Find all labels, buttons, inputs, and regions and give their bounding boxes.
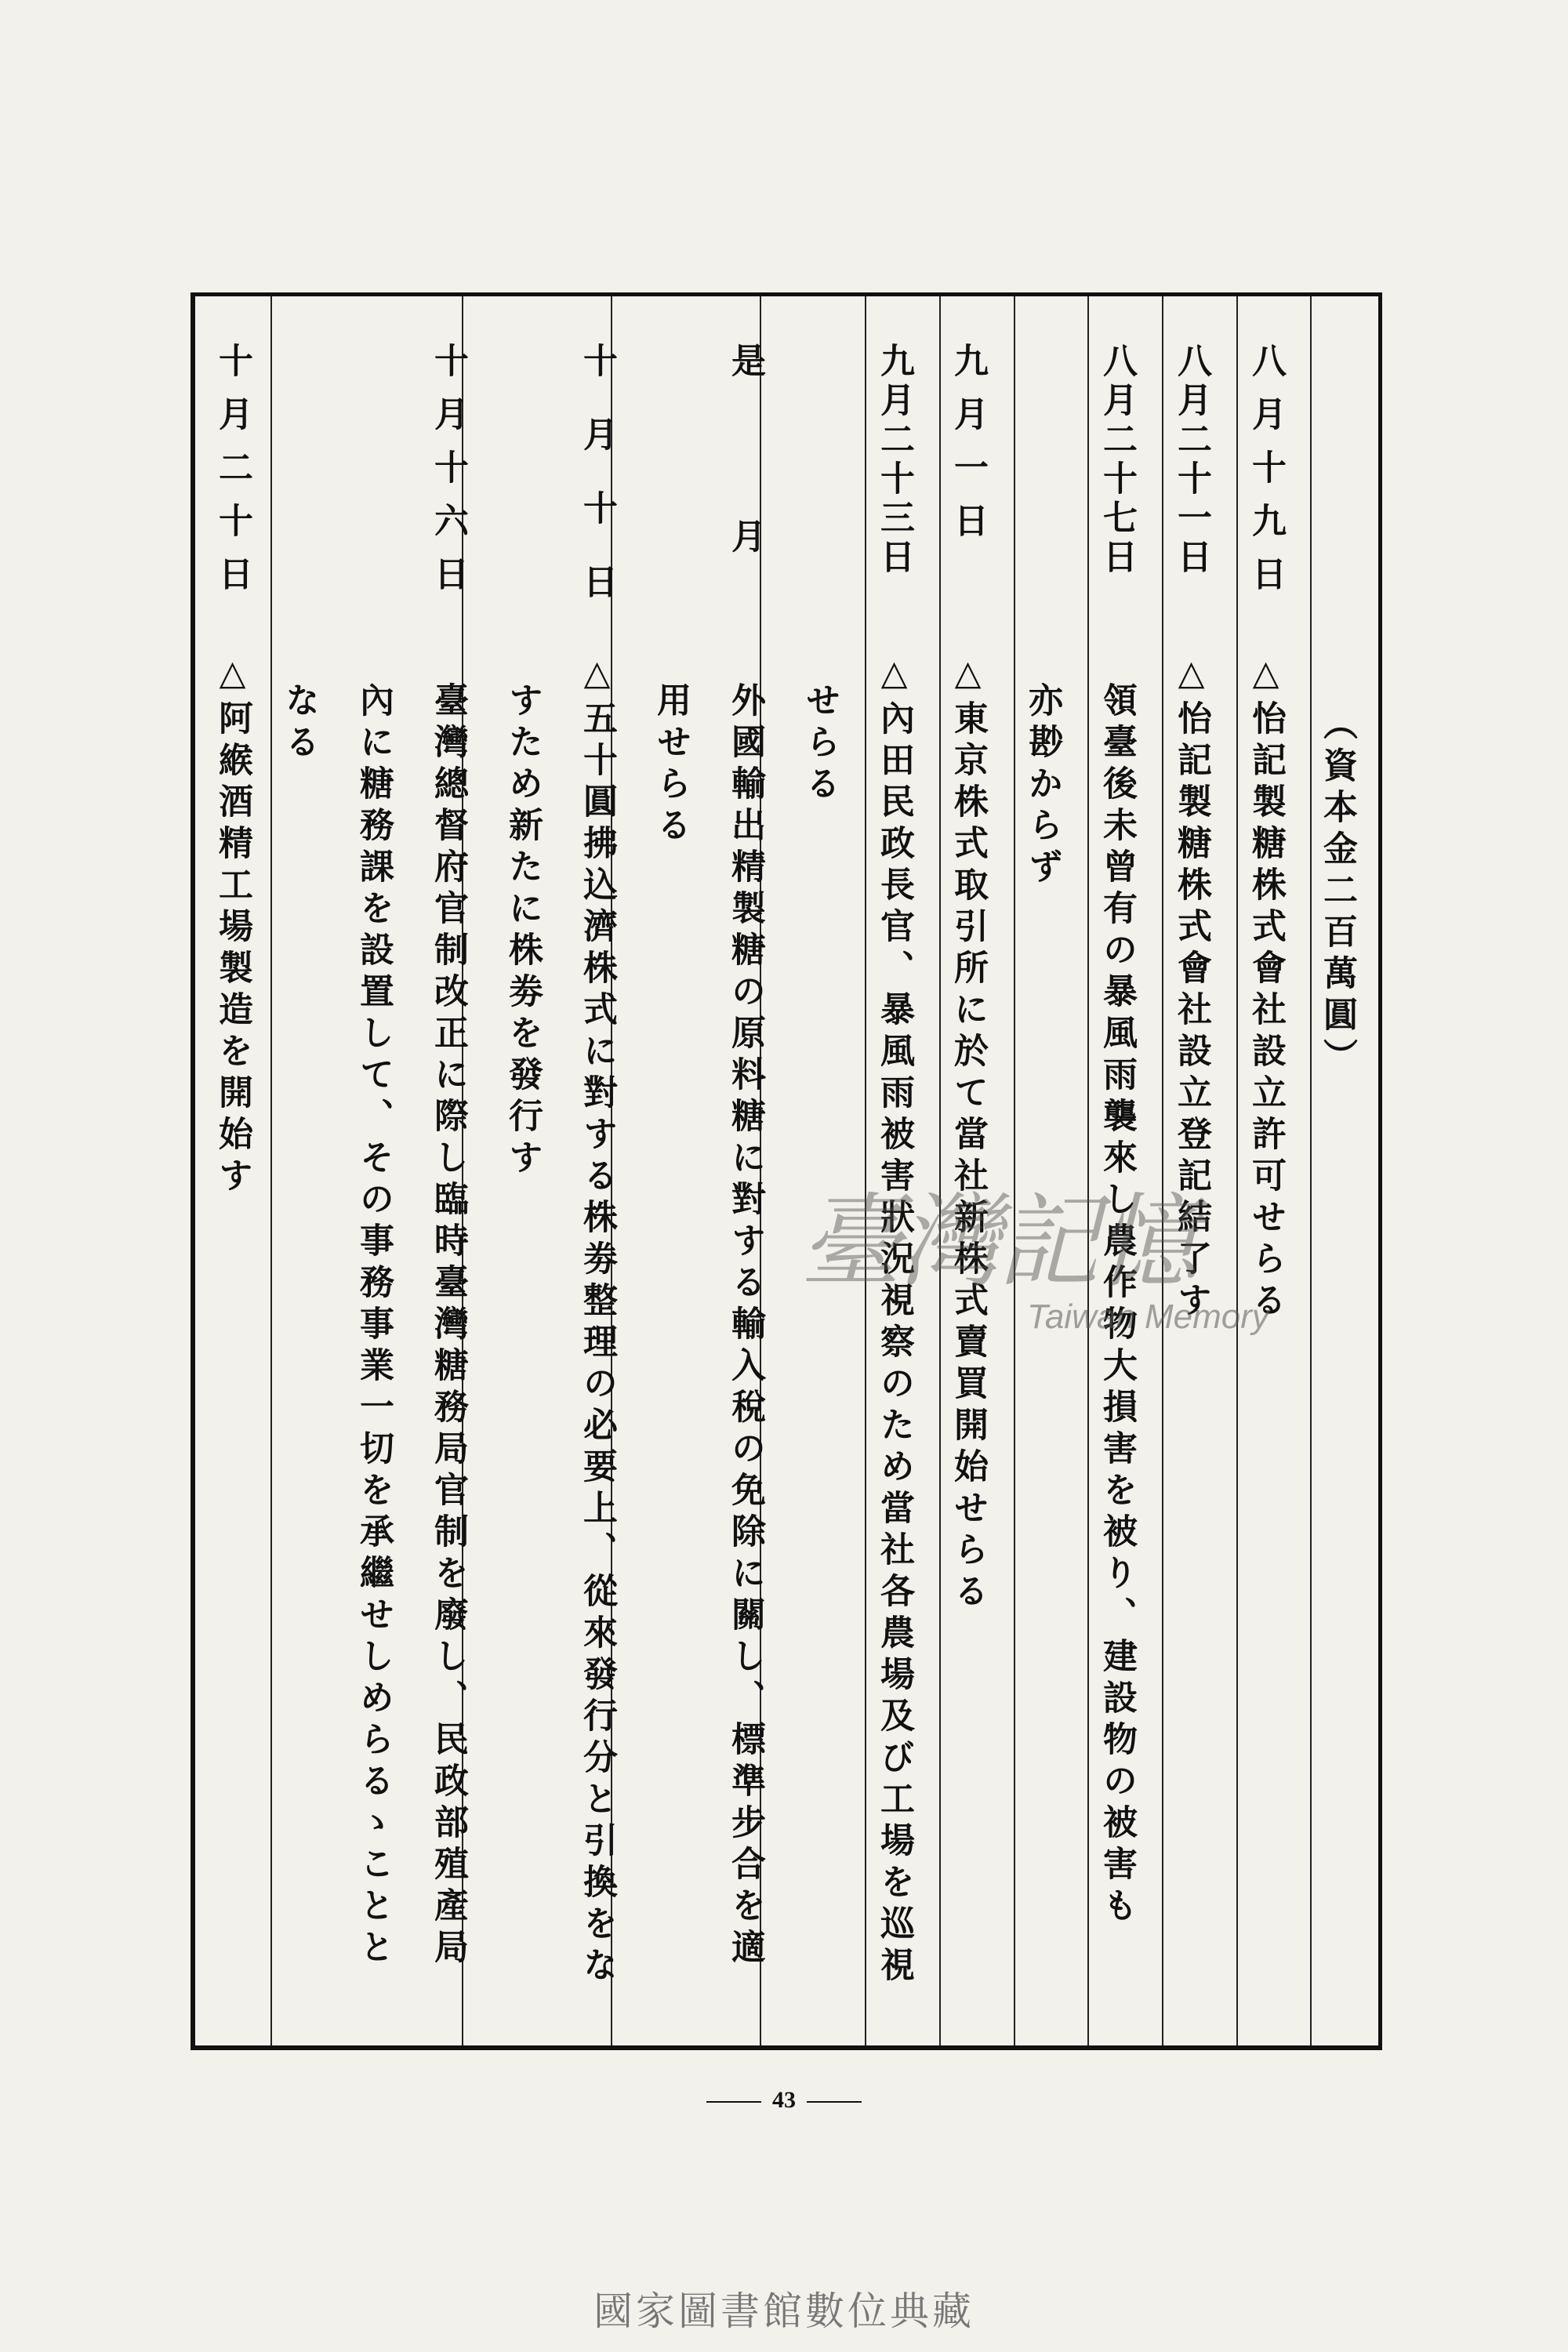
entry-text: △五十圓拂込濟株式に對する株劵整理の必要上、從來發行分と引換をな — [577, 653, 617, 1988]
column-rule — [1087, 296, 1089, 2045]
entry-text: 亦尠からず — [1022, 682, 1062, 890]
entry-date: 八月二十七日 — [1097, 343, 1137, 578]
entry-text: せらる — [800, 682, 840, 807]
entry-date: 十月二十日 — [212, 343, 252, 609]
entry-text: △怡記製糖株式會社設立許可せらる — [1246, 653, 1286, 1323]
column-rule — [1014, 296, 1015, 2045]
column-rule — [1162, 296, 1163, 2045]
entry-text: △東京株式取引所に於て當社新株式賣買開始せらる — [948, 653, 988, 1614]
entry-date: 八月二十一日 — [1171, 343, 1211, 578]
entry-date: 九月二十三日 — [874, 343, 914, 578]
capital-note: （資本金二百萬圓） — [1317, 706, 1357, 1080]
entry-date: 十月十日 — [577, 343, 617, 637]
library-footer: 國家圖書館數位典藏 — [593, 2288, 975, 2334]
folio-dash-left — [706, 2101, 761, 2103]
column-rule — [865, 296, 866, 2045]
entry-text: すため新たに株劵を發行す — [503, 682, 543, 1181]
entry-date: 八月十九日 — [1246, 343, 1286, 609]
watermark-latin: Taiwan Memory — [1027, 1298, 1269, 1336]
column-rule — [270, 296, 272, 2045]
entry-text: 臺灣總督府官制改正に際し臨時臺灣糖務局官制を廢し、民政部殖產局 — [428, 682, 468, 1970]
entry-text: △阿緱酒精工場製造を開始す — [212, 653, 252, 1199]
entry-text: なる — [279, 682, 319, 765]
entry-text: 領臺後未曾有の暴風雨襲來し農作物大損害を被り、建設物の被害も — [1097, 682, 1137, 1929]
entry-date: 九月一日 — [948, 343, 988, 556]
column-rule — [1236, 296, 1238, 2045]
entry-date: 是月 — [725, 343, 765, 694]
entry-text: △怡記製糖株式會社設立登記結了す — [1171, 653, 1211, 1323]
watermark-han: 臺灣記憶 — [800, 1182, 1196, 1301]
entry-text: △內田民政長官、暴風雨被害狀況視察のため當社各農場及び工場を巡視 — [874, 653, 914, 1988]
entry-text: 外國輸出精製糖の原料糖に對する輸入稅の免除に關し、標準步合を適 — [725, 682, 765, 1970]
column-rule — [1310, 296, 1312, 2045]
page-number-value: 43 — [772, 2087, 796, 2113]
entry-text: 內に糖務課を設置して、その事務事業一切を承繼せしめらるゝことと — [354, 682, 394, 1970]
page-number — [0, 2087, 1568, 2114]
column-rule — [939, 296, 941, 2045]
entry-date: 十月十六日 — [428, 343, 468, 609]
entry-text: 用せらる — [651, 682, 691, 848]
folio-dash-right — [807, 2101, 862, 2103]
